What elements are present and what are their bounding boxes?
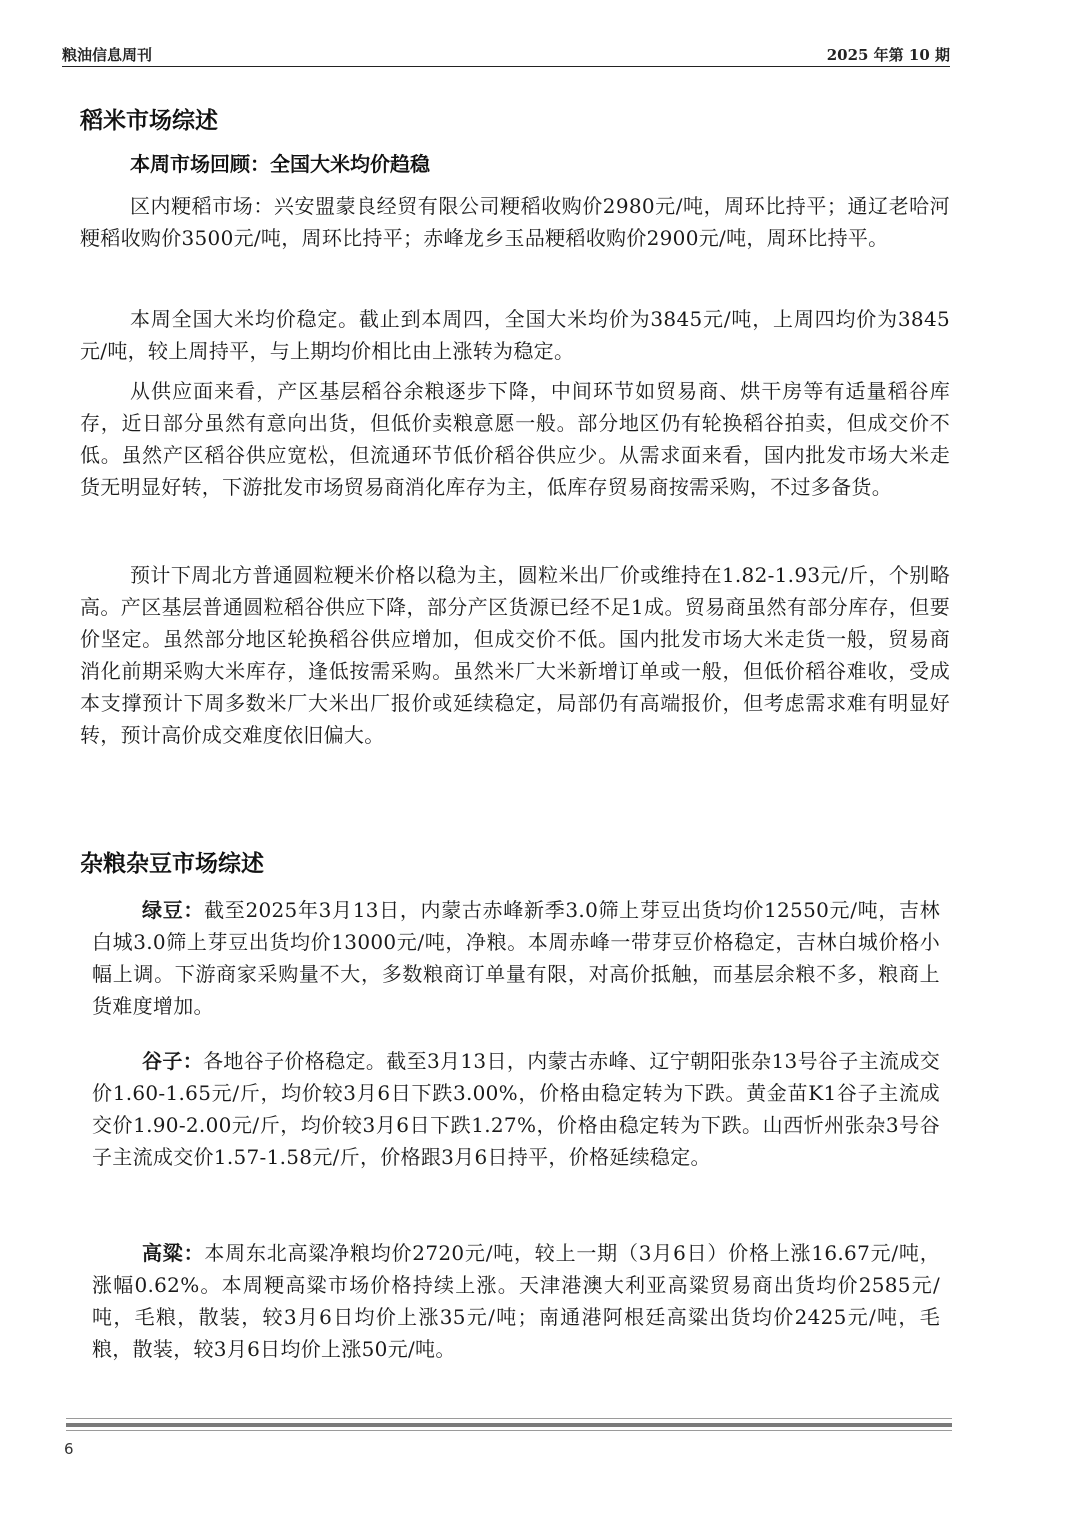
rice-paragraph-2: 本周全国大米均价稳定。截止到本周四，全国大米均价为3845元/吨，上周四均价为3845元/吨，较上周持平，与上期均价相比由上涨转为稳定。: [80, 307, 950, 363]
rice-paragraph-1: 区内粳稻市场：兴安盟蒙良经贸有限公司粳稻收购价2980元/吨，周环比持平；通辽老哈河粳稻收购价3500元/吨，周环比持平；赤峰龙乡玉品粳稻收购价2900元/吨，周环比持平。: [80, 194, 950, 250]
sorghum-text: 本周东北高粱净粮均价2720元/吨，较上一期（3月6日）价格上涨16.67元/吨，涨幅0.62%。本周粳高粱市场价格持续上涨。天津港澳大利亚高粱贸易商出货均价2585元/吨，毛粮，散装，较3月6日均价上涨35元/吨；南通港阿根廷高粱出货均价2425元/吨，毛粮，散装，较3月6日均价上涨50元/吨。: [92, 1241, 940, 1361]
sorghum-paragraph: [92, 1237, 940, 1365]
journal-title: 粮油信息周刊: [62, 46, 153, 64]
mung-bean-text: 截至2025年3月13日，内蒙古赤峰新季3.0筛上芽豆出货均价12550元/吨，吉林白城3.0筛上芽豆出货均价13000元/吨，净粮。本周赤峰一带芽豆价格稳定，吉林白城价格小幅上调。下游商家采购量不大，多数粮商订单量有限，对高价抵触，而基层余粮不多，粮商上货难度增加。: [92, 898, 940, 1018]
millet-paragraph: [92, 1045, 940, 1173]
page-number: 6: [64, 1440, 74, 1458]
millet-text: 各地谷子价格稳定。截至3月13日，内蒙古赤峰、辽宁朝阳张杂13号谷子主流成交价1.60-1.65元/斤，均价较3月6日下跌3.00%，价格由稳定转为下跌。黄金苗K1谷子主流成交价1.90-2.00元/斤，均价较3月6日下跌1.27%，价格由稳定转为下跌。山西忻州张杂3号谷子主流成交价1.57-1.58元/斤，价格跟3月6日持平，价格延续稳定。: [92, 1049, 940, 1169]
rice-section-title: 稻米市场综述: [80, 108, 218, 134]
rice-paragraph-4: 预计下周北方普通圆粒粳米价格以稳为主，圆粒米出厂价或维持在1.82-1.93元/斤，个别略高。产区基层普通圆粒稻谷供应下降，部分产区货源已经不足1成。贸易商虽然有部分库存，但要价坚定。虽然部分地区轮换稻谷供应增加，但成交价不低。国内批发市场大米走货一般，贸易商消化前期采购大米库存，逢低按需采购。虽然米厂大米新增订单或一般，但低价稻谷难收，受成本支撑预计下周多数米厂大米出厂报价或延续稳定，局部仍有高端报价，但考虑需求难有明显好转，预计高价成交难度依旧偏大。: [80, 563, 950, 747]
header-divider: [62, 66, 950, 67]
page-header: [62, 44, 950, 66]
rice-section-subtitle: 本周市场回顾：全国大米均价趋稳: [130, 152, 430, 176]
mung-bean-paragraph: [92, 894, 940, 1022]
rice-paragraph-3: 从供应面来看，产区基层稻谷余粮逐步下降，中间环节如贸易商、烘干房等有适量稻谷库存，近日部分虽然有意向出货，但低价卖粮意愿一般。部分地区仍有轮换稻谷拍卖，但成交价不低。虽然产区稻谷供应宽松，但流通环节低价稻谷供应少。从需求面来看，国内批发市场大米走货无明显好转，下游批发市场贸易商消化库存为主，低库存贸易商按需采购，不过多备货。: [80, 379, 950, 499]
mung-bean-lead: 绿豆：: [142, 898, 205, 922]
millet-lead: 谷子：: [142, 1049, 204, 1073]
footer-divider-bottom: [66, 1430, 952, 1431]
footer-divider-top: [66, 1418, 952, 1419]
footer-divider: [66, 1423, 952, 1427]
issue-label: 2025 年第 10 期: [826, 46, 950, 64]
sorghum-lead: 高粱：: [142, 1241, 205, 1265]
grain-section-title: 杂粮杂豆市场综述: [80, 851, 264, 877]
